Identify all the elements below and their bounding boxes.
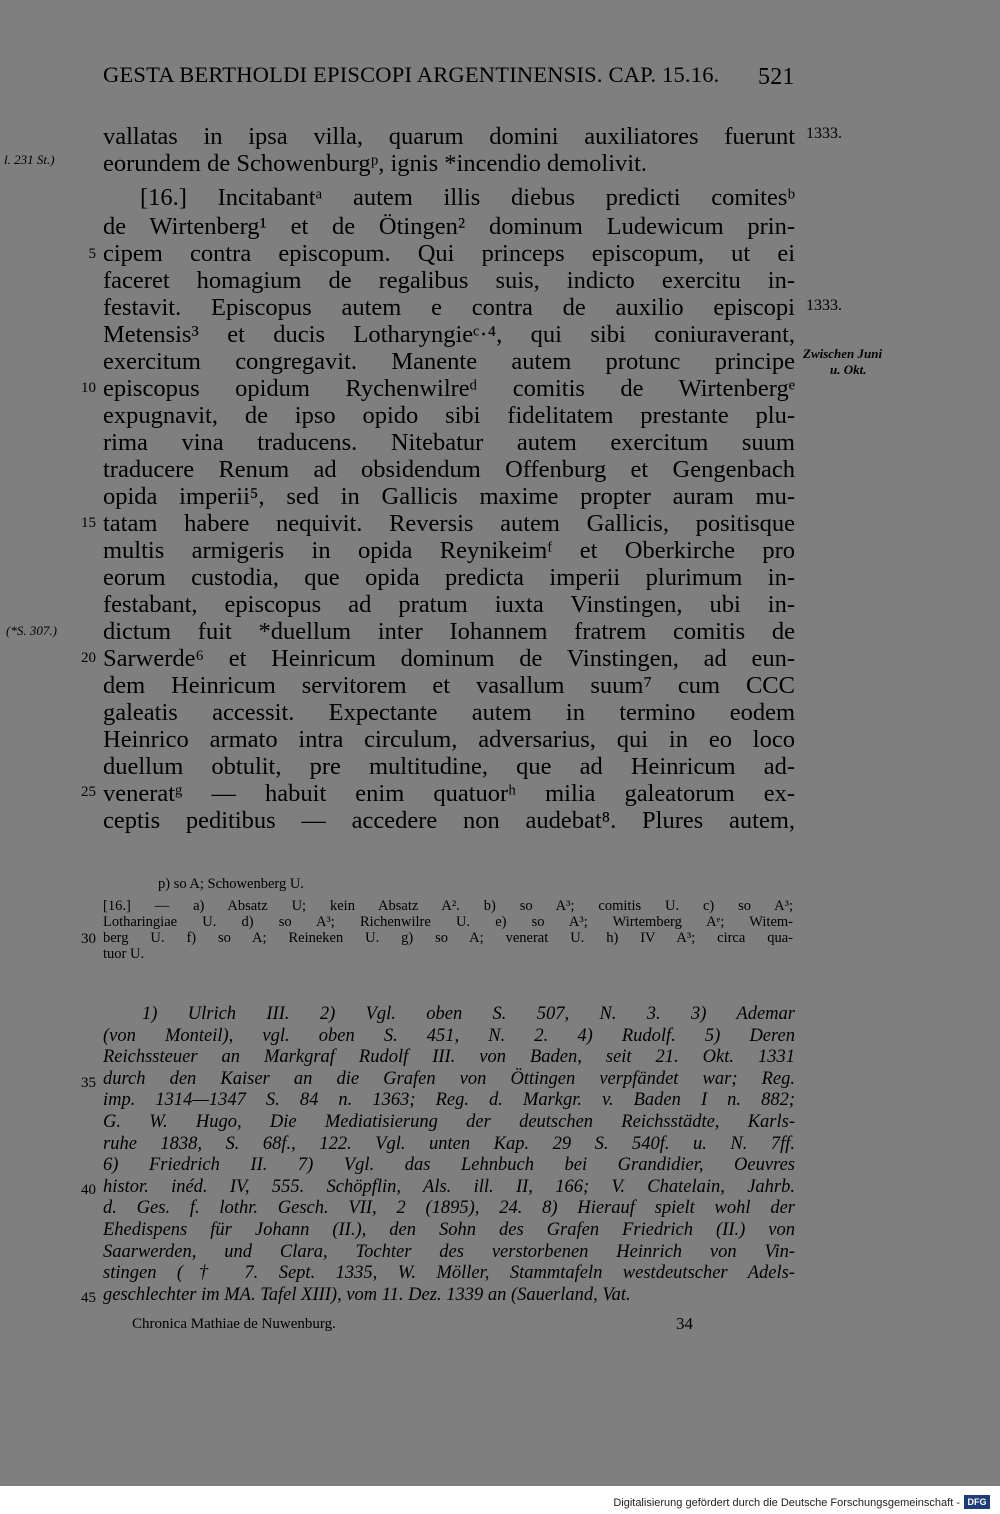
footnote-line: stingen († 7. Sept. 1335, W. Möller, Stammtafeln westdeutscher Adels-	[103, 1263, 795, 1284]
text-line: exercitum congregavit. Manente autem protunc principe	[103, 348, 795, 375]
text-line: [16.] Incitabantᵃ autem illis diebus predicti comitesᵇ	[140, 184, 795, 211]
line-number: 20	[81, 650, 96, 666]
digitization-credit: Digitalisierung gefördert durch die Deutsche Forschungsgemeinschaft -	[613, 1497, 960, 1509]
footnote-line: Saarwerden, und Clara, Tochter des verstorbenen Heinrich von Vin-	[103, 1241, 795, 1262]
dfg-logo: DFG	[964, 1495, 990, 1509]
footnote-line: ruhe 1838, S. 68f., 122. Vgl. unten Kap. 29 S. 540f. u. N. 7ff.	[103, 1133, 795, 1154]
text-line: faceret homagium de regalibus suis, indicto exercitu in-	[103, 267, 795, 294]
text-line: Metensis³ et ducis Lotharyngieᶜ·⁴, qui sibi coniuraverant,	[103, 321, 795, 348]
sheet-signature: Chronica Mathiae de Nuwenburg.	[132, 1316, 336, 1332]
apparatus-line: tuor U.	[103, 946, 145, 962]
line-number: 10	[81, 380, 96, 396]
footnote-line: Ehedispens für Johann (II.), den Sohn des Grafen Friedrich (II.) von	[103, 1220, 795, 1240]
line-number: 30	[81, 931, 96, 947]
text-line: ceptis peditibus — accedere non audebat⁸. Plures autem,	[103, 807, 795, 834]
apparatus-line: [16.] — a) Absatz U; kein Absatz A². b) so A³; comitis U. c) so A³;	[103, 898, 793, 914]
footnote-line: G. W. Hugo, Die Mediatisierung der deutschen Reichsstädte, Karls-	[103, 1112, 795, 1132]
text-line: tatam habere nequivit. Reversis autem Gallicis, positisque	[103, 510, 795, 537]
margin-reference-1: l. 231 St.)	[4, 152, 55, 167]
line-number: 25	[81, 784, 96, 800]
text-line: veneratᵍ — habuit enim quatuorʰ milia galeatorum ex-	[103, 780, 795, 807]
margin-date-line-2: u. Okt.	[830, 362, 867, 377]
apparatus-line: p) so A; Schowenberg U.	[158, 876, 304, 892]
footnote-line: (von Monteil), vgl. oben S. 451, N. 2. 4) Rudolf. 5) Deren	[103, 1025, 795, 1046]
line-number: 15	[81, 515, 96, 531]
sheet-number: 34	[676, 1314, 693, 1333]
line-number: 5	[88, 246, 96, 262]
footnote-line: geschlechter im MA. Tafel XIII), vom 11. Dez. 1339 an (Sauerland, Vat.	[103, 1284, 631, 1305]
text-line: expugnavit, de ipso opido sibi fidelitatem prestante plu-	[103, 402, 795, 429]
text-line: Heinrico armato intra circulum, adversarius, qui in eo loco	[103, 726, 795, 753]
text-line: episcopus opidum Rychenwilreᵈ comitis de Wirtenbergᵉ	[103, 375, 795, 402]
text-line: eorum custodia, que opida predicta imperii plurimum in-	[103, 564, 795, 591]
text-line: dem Heinricum servitorem et vasallum suum⁷ cum CCC	[103, 672, 795, 699]
footnote-line: durch den Kaiser an die Grafen von Öttingen verpfändet war; Reg.	[103, 1068, 795, 1089]
line-number: 40	[81, 1182, 96, 1198]
footnote-line: histor. inéd. IV, 555. Schöpflin, Als. ill. II, 166; V. Chatelain, Jahrb.	[103, 1176, 795, 1197]
text-line: de Wirtenberg¹ et de Ötingen² dominum Ludewicum prin-	[103, 213, 795, 240]
text-line: festabant, episcopus ad pratum iuxta Vinstingen, ubi in-	[103, 591, 795, 618]
text-line: duellum obtulit, pre multitudine, que ad Heinricum ad-	[103, 753, 795, 780]
footnote-line: 1) Ulrich III. 2) Vgl. oben S. 507, N. 3. 3) Ademar	[142, 1004, 795, 1024]
apparatus-line: Lotharingiae U. d) so A³; Richenwilre U. e) so A³; Wirtemberg Aᵉ; Witem-	[103, 914, 793, 930]
text-line: festavit. Episcopus autem e contra de auxilio episcopi	[103, 294, 795, 321]
margin-year-2: 1333.	[806, 297, 842, 314]
text-line: traducere Renum ad obsidendum Offenburg et Gengenbach	[103, 456, 795, 483]
text-line: vallatas in ipsa villa, quarum domini auxiliatores fuerunt	[103, 123, 795, 150]
footnote-line: 6) Friedrich II. 7) Vgl. das Lehnbuch bei Grandidier, Oeuvres	[103, 1155, 795, 1176]
margin-reference-2: (*S. 307.)	[6, 623, 57, 638]
footnote-line: Reichssteuer an Markgraf Rudolf III. von Baden, seit 21. Okt. 1331	[103, 1047, 795, 1068]
running-header	[103, 62, 803, 88]
apparatus-line: berg U. f) so A; Reineken U. g) so A; venerat U. h) IV A³; circa qua-	[103, 930, 793, 946]
footnote-line: d. Ges. f. lothr. Gesch. VII, 2 (1895), 24. 8) Hierauf spielt wohl der	[103, 1198, 795, 1219]
margin-date-line-1: Zwischen Juni	[803, 346, 883, 361]
page-number: 521	[758, 64, 795, 90]
text-line: dictum fuit *duellum inter Iohannem fratrem comitis de	[103, 618, 795, 645]
text-line: galeatis accessit. Expectante autem in termino eodem	[103, 699, 795, 726]
running-title: GESTA BERTHOLDI EPISCOPI ARGENTINENSIS. CAP. 15.16.	[103, 62, 720, 87]
text-line: rima vina traducens. Nitebatur autem exercitum suum	[103, 429, 795, 456]
footnote-line: imp. 1314—1347 S. 84 n. 1363; Reg. d. Markgr. v. Baden I n. 882;	[103, 1090, 795, 1111]
text-line: Sarwerde⁶ et Heinricum dominum de Vinstingen, ad eun-	[103, 645, 795, 672]
line-number: 45	[81, 1290, 96, 1306]
text-line: opida imperii⁵, sed in Gallicis maxime propter auram mu-	[103, 483, 795, 510]
text-line: cipem contra episcopum. Qui princeps episcopum, ut ei	[103, 240, 795, 267]
margin-year-1: 1333.	[806, 125, 842, 142]
line-number: 35	[81, 1075, 96, 1091]
text-line: multis armigeris in opida Reynikeimᶠ et Oberkirche pro	[103, 537, 795, 564]
text-line: eorundem de Schowenburgᵖ, ignis *incendio demolivit.	[103, 150, 648, 177]
